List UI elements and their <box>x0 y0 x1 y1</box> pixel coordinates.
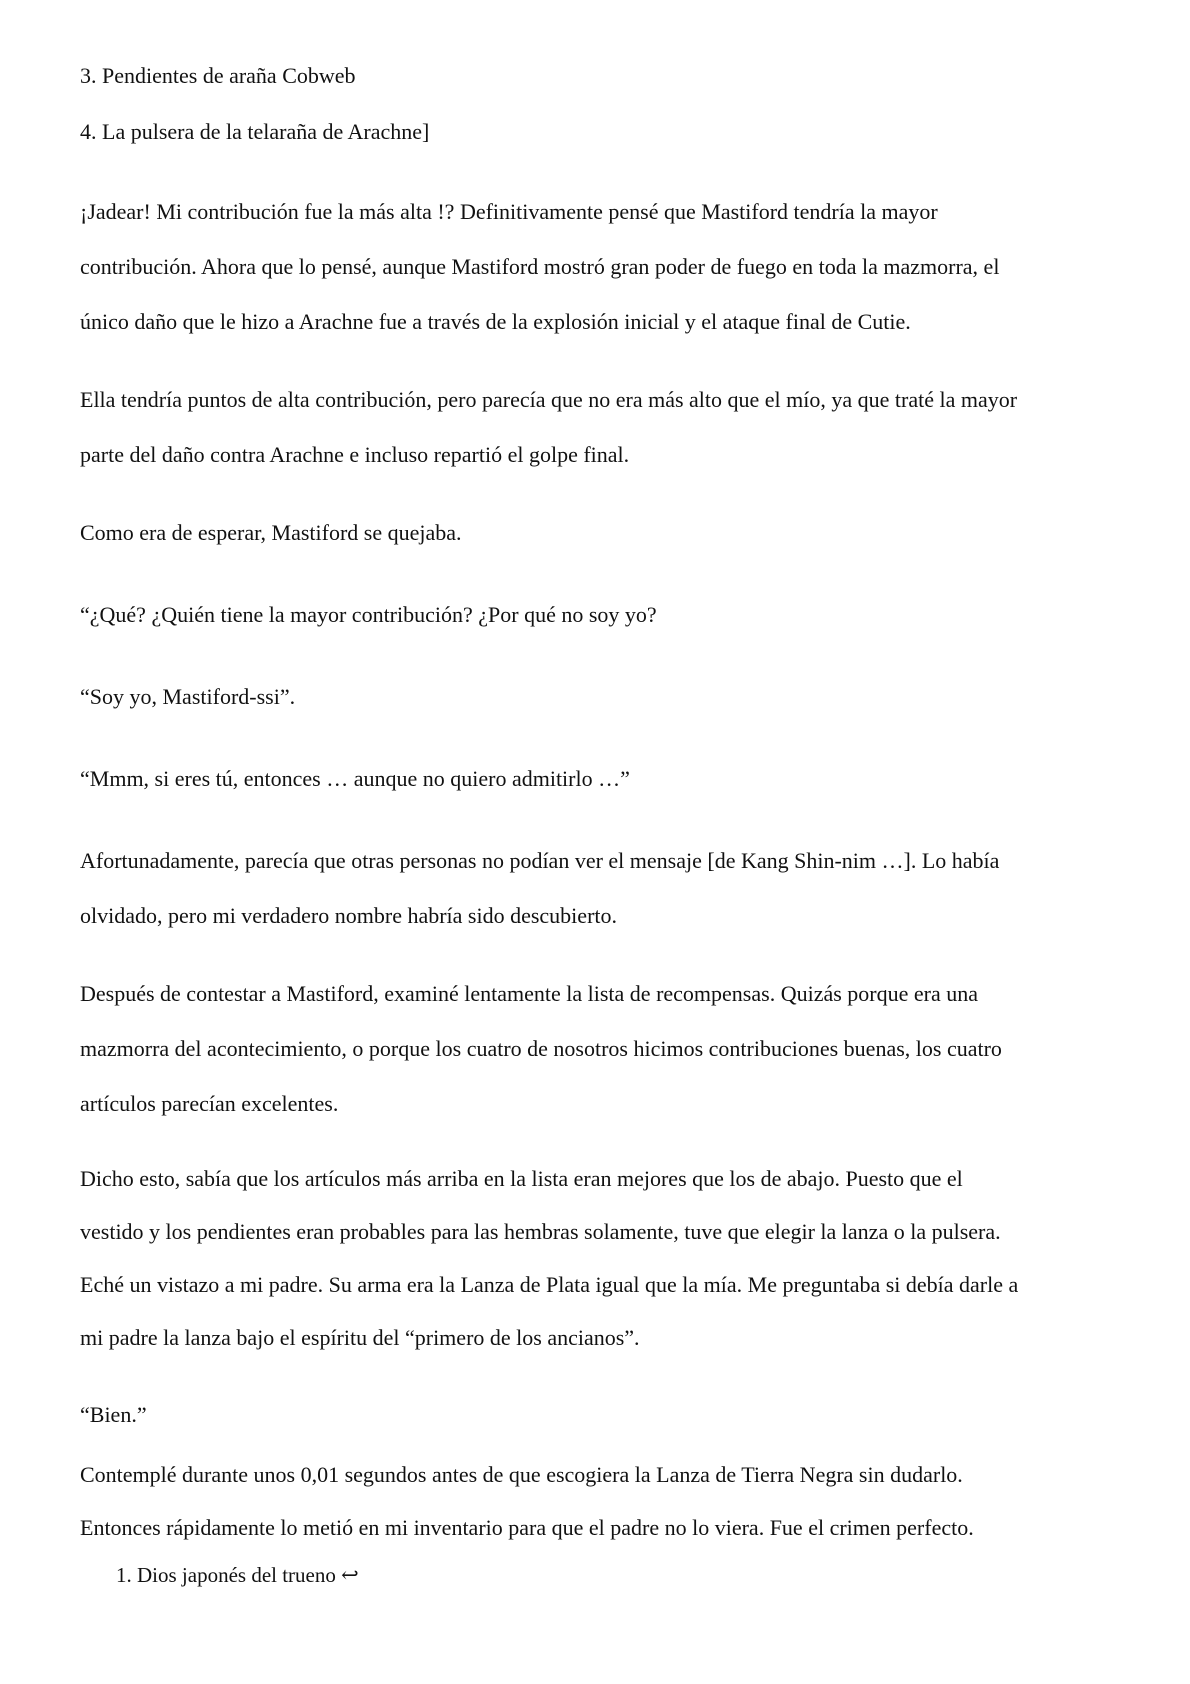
list-item-3: 3. Pendientes de araña Cobweb <box>80 63 356 88</box>
paragraph-5-line-3: artículos parecían excelentes. <box>80 1091 339 1116</box>
paragraph-2-line-2: parte del daño contra Arachne e incluso repartió el golpe final. <box>80 442 630 467</box>
paragraph-1-line-3: único daño que le hizo a Arachne fue a través de la explosión inicial y el ataque final de Cutie. <box>80 309 911 334</box>
paragraph-2-line-1: Ella tendría puntos de alta contribución, pero parecía que no era más alto que el mío, ya que traté la mayor <box>80 387 1018 412</box>
paragraph-4-line-2: olvidado, pero mi verdadero nombre habría sido descubierto. <box>80 903 618 928</box>
paragraph-3: Como era de esperar, Mastiford se quejaba. <box>80 520 462 545</box>
paragraph-4-line-1: Afortunadamente, parecía que otras personas no podían ver el mensaje [de Kang Shin-nim …]. Lo había <box>80 848 1000 873</box>
paragraph-6-line-2: vestido y los pendientes eran probables para las hembras solamente, tuve que elegir la lanza o la pulsera. <box>80 1219 1001 1244</box>
paragraph-1-line-1: ¡Jadear! Mi contribución fue la más alta !? Definitivamente pensé que Mastiford tendría la mayor <box>80 199 938 224</box>
paragraph-7-line-1: Contemplé durante unos 0,01 segundos antes de que escogiera la Lanza de Tierra Negra sin dudarlo. <box>80 1462 963 1487</box>
paragraph-6-line-3: Eché un vistazo a mi padre. Su arma era la Lanza de Plata igual que la mía. Me preguntaba si debía darle a <box>80 1272 1019 1297</box>
dialogue-3: “Mmm, si eres tú, entonces … aunque no quiero admitirlo …” <box>80 766 630 791</box>
footnote-1: 1. Dios japonés del trueno ↩ <box>116 1563 359 1587</box>
paragraph-5-line-2: mazmorra del acontecimiento, o porque los cuatro de nosotros hicimos contribuciones buenas, los cuatro <box>80 1036 1002 1061</box>
paragraph-5-line-1: Después de contestar a Mastiford, examiné lentamente la lista de recompensas. Quizás porque era una <box>80 981 978 1006</box>
paragraph-1-line-2: contribución. Ahora que lo pensé, aunque Mastiford mostró gran poder de fuego en toda la mazmorra, el <box>80 254 1000 279</box>
paragraph-6-line-1: Dicho esto, sabía que los artículos más arriba en la lista eran mejores que los de abajo. Puesto que el <box>80 1166 963 1191</box>
dialogue-4: “Bien.” <box>80 1402 147 1427</box>
dialogue-2: “Soy yo, Mastiford-ssi”. <box>80 684 296 709</box>
paragraph-6-line-4: mi padre la lanza bajo el espíritu del “primero de los ancianos”. <box>80 1325 640 1350</box>
paragraph-7-line-2: Entonces rápidamente lo metió en mi inventario para que el padre no lo viera. Fue el crimen perfecto. <box>80 1515 974 1540</box>
list-item-4: 4. La pulsera de la telaraña de Arachne] <box>80 119 430 144</box>
dialogue-1: “¿Qué? ¿Quién tiene la mayor contribución? ¿Por qué no soy yo? <box>80 602 657 627</box>
